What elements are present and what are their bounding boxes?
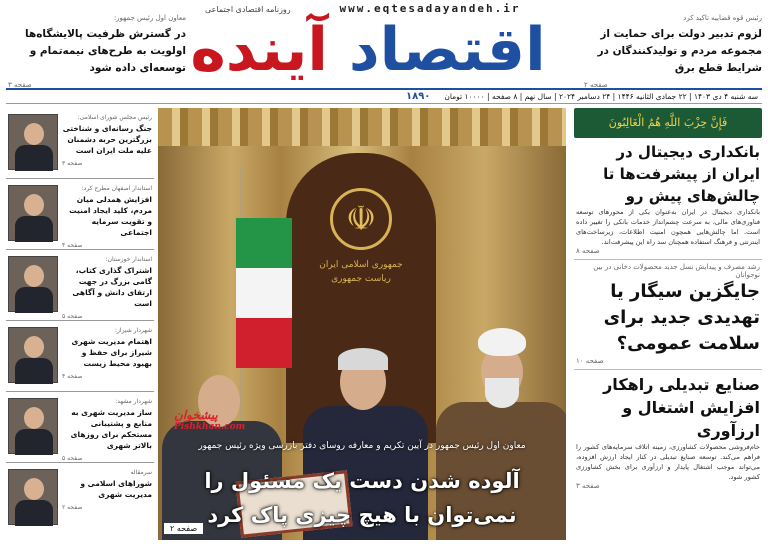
portrait-thumbnail [8,114,58,170]
national-emblem-icon: ☫ [330,188,392,250]
article-body: خام‌فروشی محصولات کشاورزی، زمینه اتلاف سرمایه‌های کشور را فراهم می‌کند. توسعه صنایع تبدیلی در کنار ایجاد ارزش افزوده، می‌تواند موجب اشتغال پایدار و ارزآوری برای بخش کشاورزی کشور شود. [576,443,760,481]
article-body: بانکداری دیجیتال در ایران به‌عنوان یکی از محورهای توسعه فناوری‌های مالی، به سرعت چشم‌انداز خدمات بانکی را تغییر داده است. اما چالش‌هایی همچون امنیت اطلاعات، زیرساخت‌های اینترنتی و فرهنگ استفاده همچنان سد راه این پیشرفت‌اند. [576,208,760,246]
watermark [174,408,245,432]
article-headline: بانکداری دیجیتال در ایران از پیشرفت‌ها تا چالش‌های پیش رو [603,143,760,205]
portrait-thumbnail [8,185,58,241]
article-kicker: رشد مصرف و پیدایش نسل جدید محصولات دخانی در بین نوجوانان [593,263,760,279]
masthead [0,0,768,92]
portrait-thumbnail [8,327,58,383]
top-right-kicker: رئیس قوه قضاییه تاکید کرد [683,14,762,22]
list-item-page: صفحه ۴ [62,242,83,249]
photo-caption: معاون اول رئیس جمهور در آیین تکریم و معارفه روسای دفتر بازرسی ویژه رئیس جمهور [198,441,526,451]
list-item-headline: جنگ رسانه‌ای و شناختی بزرگترین حربه دشمنان علیه ملت ایران است [62,124,152,155]
list-item-page: صفحه ۴ [62,373,83,380]
list-item[interactable] [6,250,154,321]
main-photo[interactable] [158,108,566,540]
article-processing-industries[interactable] [574,370,762,494]
top-right-page: صفحه ۲ [584,81,608,89]
list-item-headline: اهتمام مدیریت شهری شیراز برای حفظ و بهبود محیط زیست [71,337,152,368]
list-item-kicker: استاندار اصفهان مطرح کرد: [81,185,152,192]
left-column [6,108,154,540]
list-item-kicker: شهردار شیراز: [115,327,152,334]
dateline [6,88,762,104]
main-photo-page: صفحه ۲ [164,523,203,534]
list-item-kicker: سرمقاله [130,469,152,476]
quran-banner: فَإِنَّ حِزْبَ اللَّهِ هُمُ الْغَالِبُونَ [574,108,762,138]
portrait-thumbnail [8,398,58,454]
list-item-headline: افزایش همدلی میان مردم، کلید ایجاد امنیت و تقویت سرمایه اجتماعی [69,195,152,237]
list-item-headline: اشتراک گذاری کتاب، گامی بزرگ در جهت ارتقای دانش و آگاهی است [72,266,152,308]
list-item-kicker: استاندار خوزستان: [105,256,152,263]
top-right-headline: لزوم تدبیر دولت برای حمایت از مجموعه مردم و تولیدکنندگان در شرایط قطع برق [597,28,762,74]
site-url[interactable]: www.eqtesadayandeh.ir [339,2,521,15]
list-item-page: صفحه ۵ [62,455,83,462]
dateline-text: سه شنبه ۴ دی ۱۴۰۳ | ۲۲ جمادی الثانیه ۱۴۴۶ | ۲۴ دسامبر ۲۰۲۴ | سال نهم | ۸ صفحه | ۱۰۰۰۰ تومان [444,92,758,101]
top-right-story[interactable] [584,10,762,93]
panel-inscription: جمهوری اسلامی ایران ریاست جمهوری [319,260,403,284]
article-digital-banking[interactable] [574,138,762,260]
article-page: صفحه ۱۰ [576,357,604,365]
top-left-kicker: معاون اول رئیس جمهور: [113,14,186,22]
list-item[interactable] [6,108,154,179]
portrait-thumbnail [8,256,58,312]
article-headline: جایگزین سیگار یا تهدیدی جدید برای سلامت عمومی؟ [603,281,760,354]
main-headline-line1: آلوده شدن دست یک مسئول را [204,469,520,493]
watermark-url: Pishkhan.com [174,422,246,432]
list-item-kicker: رئیس مجلس شورای اسلامی: [77,114,152,121]
list-item-page: صفحه ۵ [62,313,83,320]
watermark-text: پیشخوان [174,408,218,422]
article-headline: صنایع تبدیلی راهکار افزایش اشتغال و ارزآوری [603,375,760,440]
top-left-story[interactable] [8,10,186,93]
top-left-page: صفحه ۳ [8,81,32,89]
list-item-page: صفحه ۳ [62,160,83,167]
main-headline-line2: نمی‌توان با هیچ چیزی پاک کرد [207,503,517,527]
article-cigarette[interactable] [574,260,762,370]
list-item[interactable] [6,463,154,534]
curtain-valance [158,108,566,146]
list-item-headline: شوراهای اسلامی و مدیریت شهری [80,479,152,499]
logo-word-future: آینده [190,15,328,85]
issue-number: ۱۸۹۰ [406,91,431,102]
top-left-headline: در گسترش ظرفیت پالایشگاه‌ها اولویت به طرح‌های نیمه‌تمام و توسعه‌ای داده شود [25,28,186,74]
slogan: روزنامه اقتصادی اجتماعی [205,5,291,14]
list-item[interactable] [6,321,154,392]
iran-flag-icon [236,218,292,368]
portrait-thumbnail [8,469,58,525]
article-page: صفحه ۸ [576,247,600,255]
logo-word-economy: اقتصاد [348,15,546,85]
list-item-headline: ساز مدیریت شهری به منابع و پشتیبانی مستحکم برای روزهای بالاتر شهری [70,408,152,450]
list-item-kicker: شهردار مشهد: [115,398,152,405]
main-headline [158,464,566,532]
list-item[interactable] [6,179,154,250]
right-column [574,108,762,540]
article-page: صفحه ۳ [576,482,600,490]
newspaper-logo [178,14,558,86]
list-item-page: صفحه ۲ [62,504,83,511]
list-item[interactable] [6,392,154,463]
